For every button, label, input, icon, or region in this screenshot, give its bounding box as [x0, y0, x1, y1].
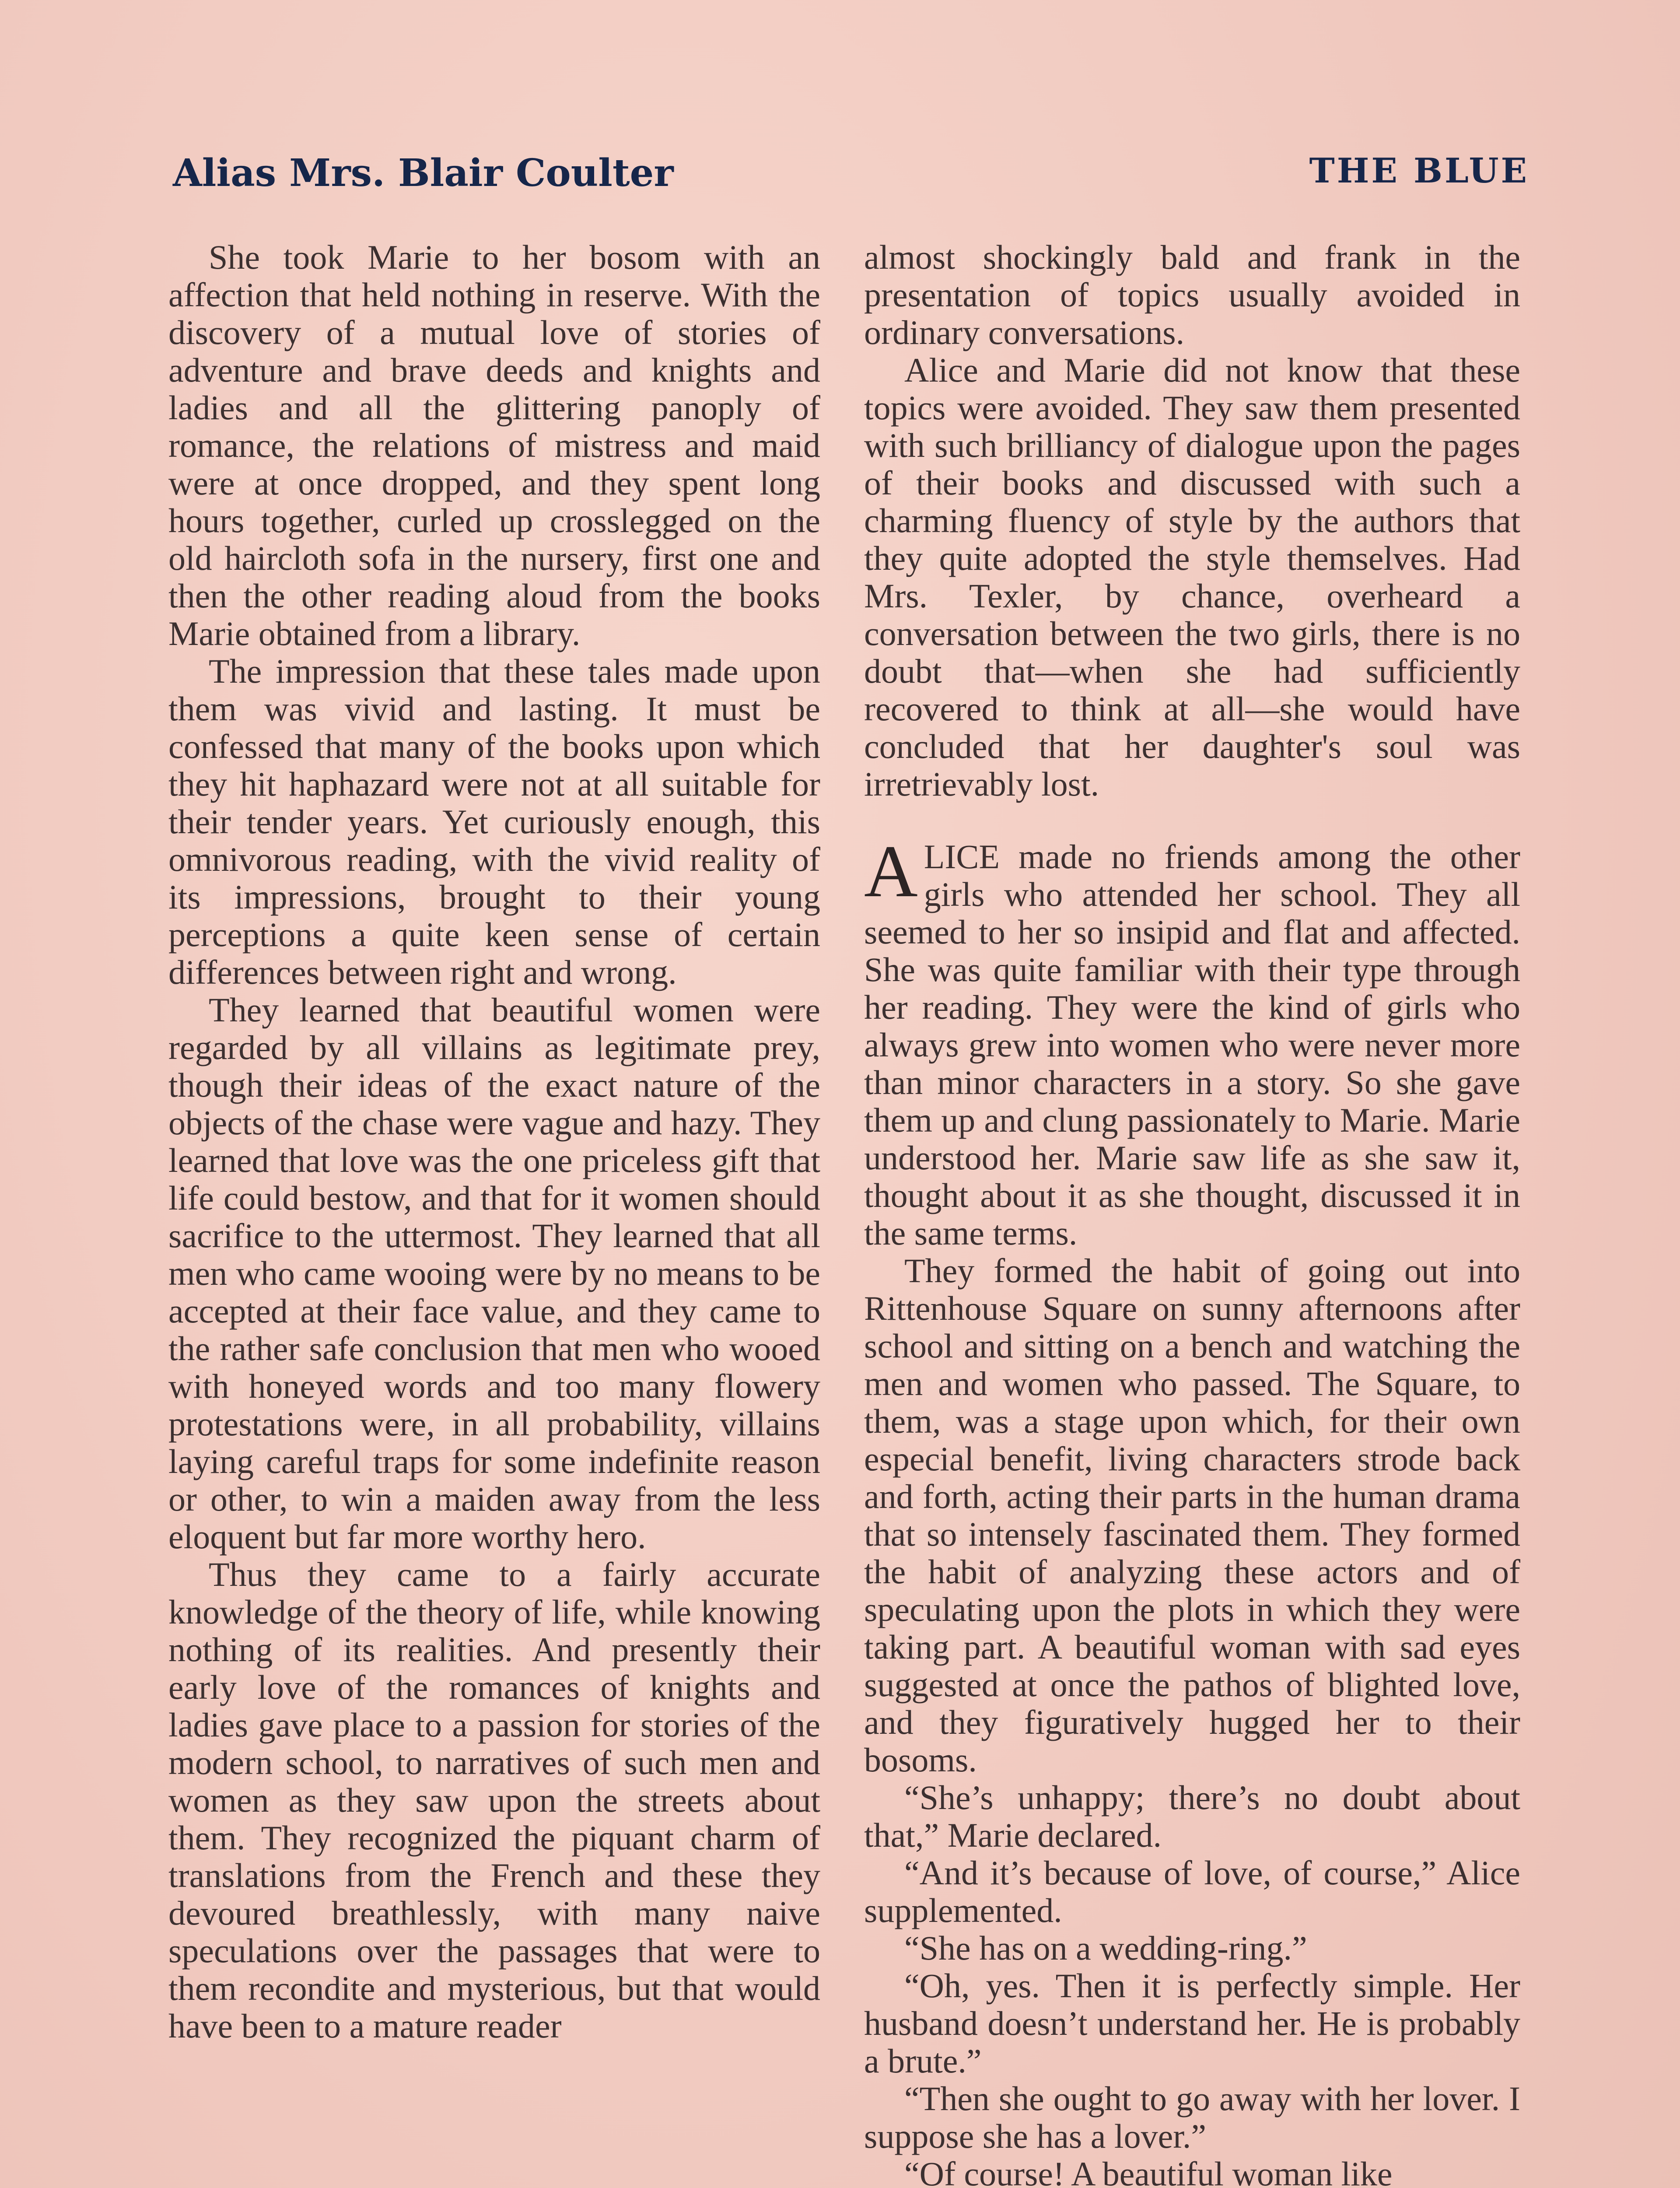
running-header — [173, 151, 1529, 199]
paragraph: Alice and Marie did not know that these topics were avoided. They saw them presented with such brilliancy of dialogue upon the pages of their books and discussed with such a charming fluency of style by the authors that they quite adopted the style themselves. Had Mrs. Texler, by chance, overheard a conversation between the two girls, there is no doubt that—when she had sufficiently recovered to think at all—she would have concluded that her daughter's soul was irretrievably lost. — [864, 351, 1520, 803]
drop-cap: A — [864, 830, 918, 912]
section-opening-paragraph — [864, 830, 1520, 1252]
section-opening-text: LICE made no friends among the other girls who attended her school. They all seemed to her so insipid and flat and affected. She was quite familiar with their type through her reading. They were the kind of girls who always grew into women who were never more than minor characters in a story. So she gave them up and clung passionately to Marie. Marie understood her. Marie saw life as she saw it, thought about it as she thought, discussed it in the same terms. — [864, 838, 1520, 1252]
left-column — [168, 238, 820, 2188]
magazine-name: THE BLUE — [1309, 151, 1529, 191]
paragraph-continuation: almost shockingly bald and frank in the presentation of topics usually avoided in ordinary conversations. — [864, 238, 1520, 351]
paragraph: The impression that these tales made upon them was vivid and lasting. It must be confessed that many of the books upon which they hit haphazard were not at all suitable for their tender years. Yet curiously enough, this omnivorous reading, with the vivid reality of its impressions, brought to their young perceptions a quite keen sense of certain differences between right and wrong. — [168, 652, 820, 991]
dialogue-line: “She has on a wedding-ring.” — [904, 1929, 1307, 1967]
story-title: Alias Mrs. Blair Coulter — [173, 151, 674, 195]
dialogue-line: “She’s unhappy; there’s no doubt about that,” Marie declared. — [864, 1778, 1520, 1854]
dialogue-line: “Of course! A beautiful woman like — [904, 2155, 1393, 2188]
right-column — [864, 238, 1520, 2188]
paragraph: They learned that beautiful women were regarded by all villains as legitimate prey, though their ideas of the exact nature of the objects of the chase were vague and hazy. They learned that love was the one priceless gift that life could bestow, and that for it women should sacrifice to the uttermost. They learned that all men who came wooing were by no means to be accepted at their face value, and they came to the rather safe conclusion that men who wooed with honeyed words and too many flowery protestations were, in all probability, villains laying careful traps for some indefinite reason or other, to win a maiden away from the less eloquent but far more worthy hero. — [168, 991, 820, 1556]
paragraph: She took Marie to her bosom with an affection that held nothing in reserve. With the discovery of a mutual love of stories of adventure and brave deeds and knights and ladies and all the glittering panoply of romance, the relations of mistress and maid were at once dropped, and they spent long hours together, curled up crosslegged on the old haircloth sofa in the nursery, first one and then the other reading aloud from the books Marie obtained from a library. — [168, 238, 820, 652]
dialogue-line: “And it’s because of love, of course,” Alice supplemented. — [864, 1854, 1520, 1929]
dialogue-line: “Oh, yes. Then it is perfectly simple. Her husband doesn’t understand her. He is probably a brute.” — [864, 1967, 1520, 2080]
paragraph: They formed the habit of going out into Rittenhouse Square on sunny afternoons after school and sitting on a bench and watching the men and women who passed. The Square, to them, was a stage upon which, for their own especial benefit, living characters strode back and forth, acting their parts in the human drama that so intensely fascinated them. They formed the habit of analyzing these actors and of speculating upon the plots in which they were taking part. A beautiful woman with sad eyes suggested at once the pathos of blighted love, and they figuratively hugged her to their bosoms. — [864, 1252, 1520, 1779]
paragraph: Thus they came to a fairly accurate knowledge of the theory of life, while knowing nothing of its realities. And presently their early love of the romances of knights and ladies gave place to a passion for stories of the modern school, to narratives of such men and women as they saw upon the streets about them. They recognized the piquant charm of translations from the French and these they devoured breathlessly, with many naive speculations over the passages that were to them recondite and mysterious, but that would have been to a mature reader — [168, 1555, 820, 2045]
section-break — [864, 803, 1520, 838]
dialogue-line: “Then she ought to go away with her lover. I suppose she has a lover.” — [864, 2079, 1520, 2155]
